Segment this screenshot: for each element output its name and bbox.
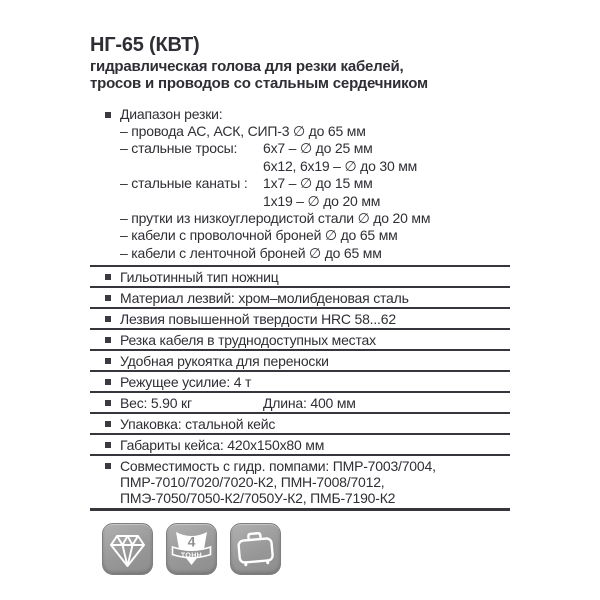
range-line-text: – кабели с ленточной броней ∅ до 65 мм — [120, 244, 382, 261]
square-bullet-icon — [105, 337, 111, 343]
square-bullet-icon — [105, 274, 111, 280]
square-bullet-icon — [105, 295, 111, 301]
spec-row-second-value: Длина: 400 мм — [263, 395, 356, 412]
range-line-value: 6х7 – ∅ до 25 мм — [263, 140, 373, 157]
range-line-value: 6х12, 6х19 – ∅ до 30 мм — [263, 157, 418, 174]
spec-table — [90, 265, 510, 511]
square-bullet-icon — [105, 112, 111, 118]
shield-4-tons-icon — [167, 524, 216, 574]
range-line-text: – прутки из низкоуглеродистой стали ∅ до 20 мм — [120, 210, 431, 226]
spec-row — [90, 330, 510, 351]
steel-case-badge-icon — [230, 523, 281, 575]
cutting-range-heading-label: Диапазон резки: — [120, 106, 223, 122]
range-line-value: 1х7 – ∅ до 15 мм — [263, 175, 373, 192]
range-line-text: – кабели с проволочной броней ∅ до 65 мм — [120, 227, 398, 244]
square-bullet-icon — [105, 400, 111, 406]
spec-row — [90, 267, 510, 288]
square-bullet-icon — [105, 316, 111, 322]
spec-row — [90, 351, 510, 372]
range-line — [90, 210, 510, 227]
spec-row-text: Гильотинный тип ножниц — [120, 269, 279, 286]
tonnage-value-label: 4 — [187, 533, 196, 550]
range-line — [90, 175, 510, 192]
square-bullet-icon — [105, 442, 111, 448]
diamond-hardness-badge-icon — [102, 523, 153, 575]
spec-row — [90, 435, 510, 456]
spec-row — [90, 309, 510, 330]
spec-row — [90, 372, 510, 393]
range-line — [90, 227, 510, 244]
product-subtitle — [90, 58, 510, 92]
range-line-value: 1х19 – ∅ до 20 мм — [263, 192, 381, 209]
range-line — [90, 140, 510, 157]
range-line-text: – стальные канаты : — [120, 175, 248, 192]
feature-badges — [102, 523, 510, 575]
spec-row-text: Режущее усилие: 4 т — [120, 374, 252, 391]
square-bullet-icon — [105, 358, 111, 364]
range-line — [90, 123, 510, 140]
range-line-text: – стальные тросы: — [120, 140, 238, 157]
square-bullet-icon — [105, 421, 111, 427]
product-title: НГ-65 (КВТ) — [90, 34, 200, 56]
spec-row-compatibility — [90, 456, 510, 511]
compatibility-line1: Совместимость с гидр. помпами: ПМР-7003/7004, — [120, 458, 436, 475]
range-line-text: – провода АС, АСК, СИП-3 ∅ до 65 мм — [120, 123, 366, 139]
spec-row — [90, 414, 510, 435]
cutting-range-section — [90, 106, 510, 262]
range-line — [90, 158, 510, 175]
tonnage-unit-label: тонн — [180, 552, 203, 560]
spec-row-text: Упаковка: стальной кейс — [120, 416, 276, 433]
diamond-icon — [103, 524, 152, 574]
spec-row — [90, 288, 510, 309]
square-bullet-icon — [105, 379, 111, 385]
spec-row-text: Лезвия повышенной твердости HRC 58...62 — [120, 311, 396, 328]
product-subtitle-line2: тросов и проводов со стальным сердечником — [90, 75, 428, 92]
range-line — [90, 245, 510, 262]
product-spec-sheet — [90, 34, 510, 575]
spec-row-weight-length — [90, 393, 510, 414]
tonnage-badge-icon — [166, 523, 217, 575]
spec-row-text: Резка кабеля в труднодоступных местах — [120, 332, 376, 349]
spec-row-text: Материал лезвий: хром–молибденовая сталь — [120, 290, 409, 307]
spec-row-text: Габариты кейса: 420х150х80 мм — [120, 437, 325, 454]
square-bullet-icon — [105, 463, 111, 469]
cutting-range-heading — [90, 106, 510, 123]
compatibility-line3: ПМЭ-7050/7050-К2/7050У-К2, ПМБ-7190-К2 — [120, 490, 396, 507]
product-subtitle-line1: гидравлическая голова для резки кабелей, — [90, 58, 404, 75]
spec-row-text: Удобная рукоятка для переноски — [120, 353, 329, 370]
spec-row-text: Вес: 5.90 кг — [120, 395, 192, 412]
range-line — [90, 193, 510, 210]
suitcase-icon — [231, 524, 280, 574]
compatibility-line2: ПМР-7010/7020/7020-К2, ПМН-7008/7012, — [120, 474, 385, 491]
